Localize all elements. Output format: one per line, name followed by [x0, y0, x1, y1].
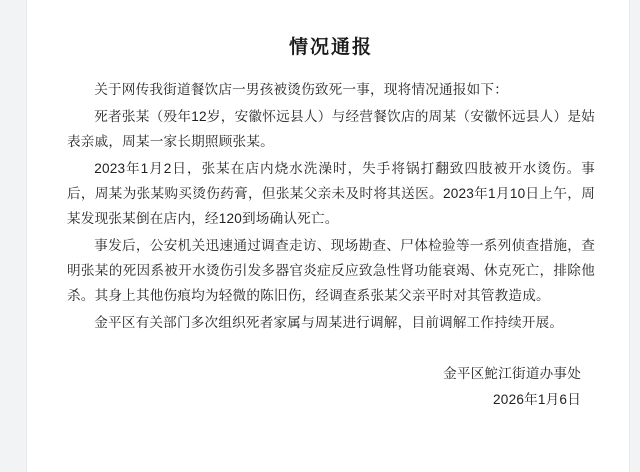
document-title: 情况通报 [288, 37, 373, 58]
paragraph-5: 金平区有关部门多次组织死者家属与周某进行调解，目前调解工作持续开展。 [94, 315, 564, 330]
paragraph-1: 关于网传我街道餐饮店一男孩被烫伤致死一事，现将情况通报如下： [94, 82, 508, 97]
paragraph-3: 2023年1月2日，张某在店内烧水洗澡时，失手将锅打翻致四肢被开水烫伤。事后，周某为张某购买烫伤药膏，但张某父亲未及时将其送医。2023年1月10日上午，周某发现张某倒在店内，经120到场确认死亡。 [67, 161, 595, 226]
right-margin-rail [629, 0, 640, 472]
signature-block [67, 361, 595, 413]
issuer-name: 金平区鮀江街道办事处 [443, 366, 581, 381]
paragraph-2: 死者张某（殁年12岁，安徽怀远县人）与经营餐饮店的周某（安徽怀远县人）是姑表亲戚，周某一家长期照顾张某。 [67, 109, 595, 149]
left-margin-rail [0, 0, 27, 472]
paragraph-4: 事发后，公安机关迅速通过调查走访、现场勘查、尸体检验等一系列侦查措施，查明张某的死因系被开水烫伤引发多器官炎症反应致急性肾功能衰竭、休克死亡，排除他杀。其身上其他伤痕均为轻微的陈旧伤，经调查系张某父亲平时对其管教造成。 [67, 238, 595, 303]
document-body [27, 0, 629, 472]
issue-date: 2026年1月6日 [493, 392, 581, 407]
